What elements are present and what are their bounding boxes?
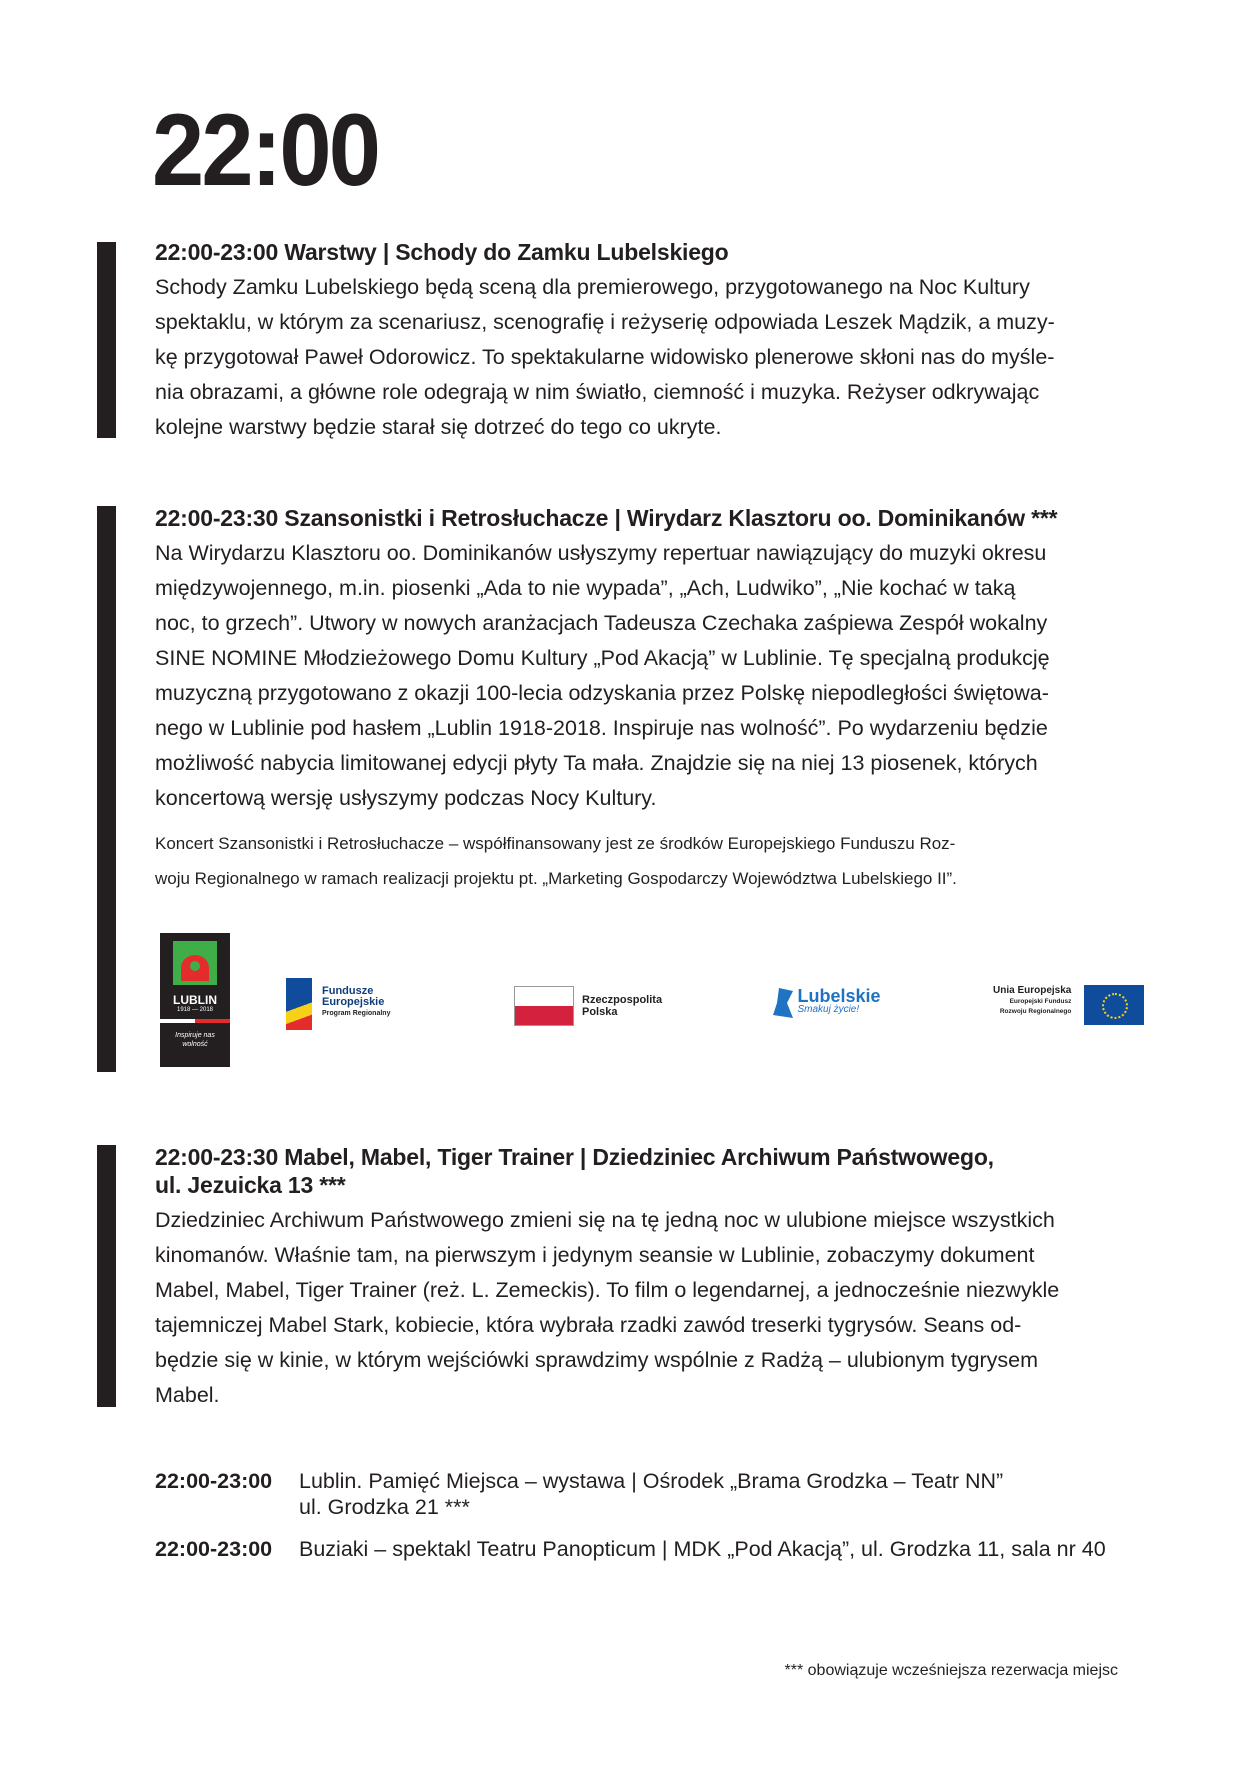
event-time: 22:00-23:00 [155,1537,273,1561]
logo-text: Smakuj życie! [797,1004,860,1015]
logo-text: Polska [582,1006,618,1018]
text-line: koncertową wersję usłyszymy podczas Nocy Kultury. [155,786,657,810]
text-line: możliwość nabycia limitowanej edycji płyty Ta mała. Znajdzie się na niej 13 piosenek, których [155,751,1038,775]
footnote: *** obowiązuje wcześniejsza rezerwacja miejsc [784,1662,1118,1679]
logo-text: Europejski Fundusz [1009,998,1072,1005]
text-line: Schody Zamku Lubelskiego będą sceną dla premierowego, przygotowanego na Noc Kultury [155,275,1030,299]
logo-text: Program Regionalny [322,1010,391,1017]
event-warstwy [155,238,1185,445]
event-heading: 22:00-23:30 Szansonistki i Retrosłuchacze | Wirydarz Klasztoru oo. Dominikanów *** [155,505,1058,531]
text-line: muzyczną przygotowano z okazji 100-lecia odzyskania przez Polskę niepodległości świętowa- [155,681,1049,705]
text-line: Koncert Szansonistki i Retrosłuchacze – współfinansowany jest ze środków Europejskiego Funduszu Roz- [155,834,956,853]
event-heading: 22:00-23:00 Warstwy | Schody do Zamku Lubelskiego [155,239,729,265]
text-line: Na Wirydarzu Klasztoru oo. Dominikanów usłyszymy repertuar nawiązujący do muzyki okresu [155,541,1047,565]
logo-text: LUBLIN [173,993,217,1007]
lubelskie-logo [773,988,880,1018]
event-heading: 22:00-23:30 Mabel, Mabel, Tiger Trainer | Dziedziniec Archiwum Państwowego, [155,1144,994,1170]
text-line: SINE NOMINE Młodzieżowego Domu Kultury „Pod Akacją” w Lublinie. Tę specjalną produkcję [155,646,1050,670]
logo-text: Fundusze [322,985,374,997]
text-line: nego w Lublinie pod hasłem „Lublin 1918-2018. Inspiruje nas wolność”. Po wydarzeniu będzie [155,716,1048,740]
text-line: woju Regionalnego w ramach realizacji projektu pt. „Marketing Gospodarczy Województwa Lubelskiego II”. [155,869,957,888]
funding-note [155,826,1185,896]
short-event [155,1536,1106,1562]
lublin-logo [160,933,230,1067]
eu-flag-icon [1084,985,1144,1025]
page-title: 22:00 [152,93,379,207]
text-line: noc, to grzech”. Utwory w nowych aranżacjach Tadeusza Czechaka zaśpiewa Zespół wokalny [155,611,1048,635]
text-line: będzie się w kinie, w którym wejściówki sprawdzimy wspólnie z Radżą – ulubionym tygrysem [155,1348,1039,1372]
logo-text: Inspiruje nas wolność [175,1032,215,1048]
event-szansonistki [155,504,1185,896]
logo-text: Rozwoju Regionalnego [999,1008,1072,1015]
text-line: nia obrazami, a główne role odegrają w nim światło, ciemność i muzyka. Reżyser odkrywając [155,380,1040,404]
short-event [155,1468,1003,1520]
text-line: spektaklu, w którym za scenariusz, scenografię i reżyserię odpowiada Leszek Mądzik, a muzy- [155,310,1055,334]
event-description [155,270,1185,445]
logo-text: Rzeczpospolita [582,994,663,1006]
unia-europejska-logo [993,985,1144,1030]
text-line: kinomanów. Właśnie tam, na pierwszym i jedynym seansie w Lublinie, zobaczymy dokument [155,1243,1035,1267]
text-line: międzywojennego, m.in. piosenki „Ada to nie wypada”, „Ach, Ludwiko”, „Nie kochać w taką [155,576,1016,600]
text-line: Dziedziniec Archiwum Państwowego zmieni się na tę jedną noc w ulubione miejsce wszystkich [155,1208,1055,1232]
text-line: kolejne warstwy będzie starał się dotrzeć do tego co ukryte. [155,415,722,439]
logo-text: Lubelskie [797,986,881,1006]
event-location: ul. Grodzka 21 *** [299,1495,470,1519]
event-heading: ul. Jezuicka 13 *** [155,1172,346,1198]
text-line: kę przygotował Paweł Odorowicz. To spektakularne widowisko plenerowe skłoni nas do myśle- [155,345,1055,369]
event-time: 22:00-23:00 [155,1469,273,1493]
section-bar [97,242,116,438]
text-line: Mabel. [155,1383,220,1407]
logo-text: 1918 — 2018 [176,1007,214,1013]
event-description [155,536,1185,816]
logo-text: Europejskie [322,996,385,1008]
logo-text: Unia Europejska [993,985,1072,996]
event-mabel [155,1143,1185,1413]
text-line: Mabel, Mabel, Tiger Trainer (reż. L. Zemeckis). To film o legendarnej, a jednocześnie niezwykle [155,1278,1060,1302]
rzeczpospolita-polska-logo [514,986,663,1026]
section-bar [97,506,116,1072]
text-line: tajemniczej Mabel Stark, kobiecie, która wybrała rzadki zawód treserki tygrysów. Seans od- [155,1313,1022,1337]
event-description [155,1203,1185,1413]
section-bar [97,1145,116,1407]
sponsor-logos [158,933,1168,1068]
event-title: Lublin. Pamięć Miejsca – wystawa | Ośrodek „Brama Grodzka – Teatr NN” [299,1469,1004,1493]
event-title: Buziaki – spektakl Teatru Panopticum | MDK „Pod Akacją”, ul. Grodzka 11, sala nr 40 [299,1537,1106,1561]
